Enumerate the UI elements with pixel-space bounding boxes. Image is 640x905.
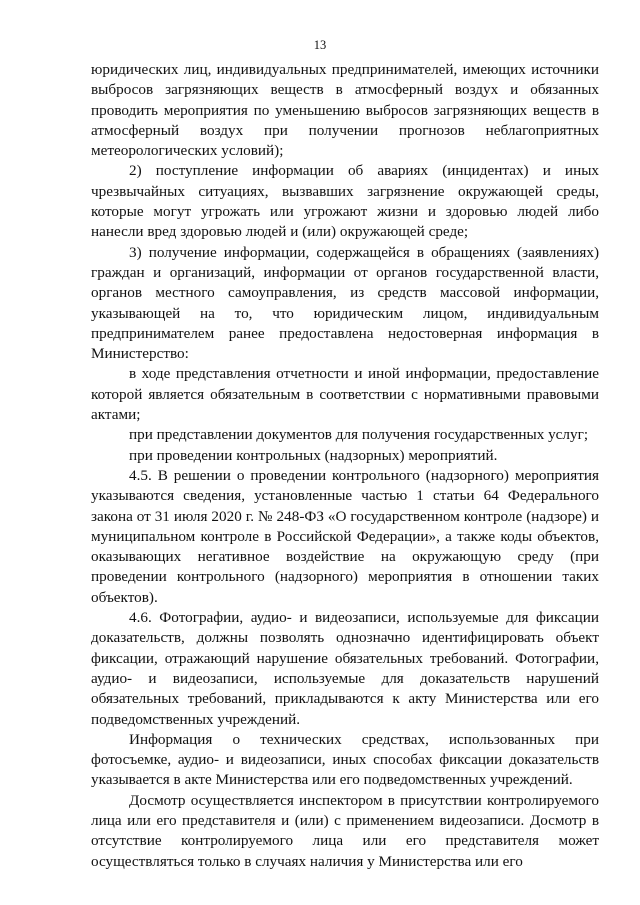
paragraph-reporting: в ходе представления отчетности и иной информации, предоставление которой является обязательным в соответствии с нормативными правовыми актами;: [91, 365, 599, 424]
paragraph-4-5: 4.5. В решении о проведении контрольного (надзорного) мероприятия указываются сведения, установленные частью 1 статьи 64 Федерального закона от 31 июля 2020 г. № 248-ФЗ «О государственном контроле (надзоре) и муниципальном контроле в Российской Федерации», а также коды объектов, оказывающих негативное воздействие на окружающую среду (при проведении контрольного (надзорного) мероприятия в отношении таких объектов).: [91, 466, 599, 606]
paragraph-control-measures: при проведении контрольных (надзорных) мероприятий.: [129, 446, 498, 464]
paragraph-4-6: 4.6. Фотографии, аудио- и видеозаписи, используемые для фиксации доказательств, должны позволять однозначно идентифицировать объект фиксации, отражающий нарушение обязательных требований. Фотографии, аудио- и видеозаписи, используемые для доказательств нарушений обязательных требований, прикладываются к акту Министерства или его подведомственных учреждений.: [91, 609, 599, 728]
paragraph-state-services: при представлении документов для получения государственных услуг;: [129, 426, 589, 444]
paragraph-technical-info: Информация о технических средствах, использованных при фотосъемке, аудио- и видеозаписи, иных способах фиксации доказательств указывается в акте Министерства или его подведомственных учреждений.: [91, 730, 599, 789]
document-body: [91, 60, 599, 872]
page-number: 13: [313, 38, 327, 52]
paragraph-inspection: Досмотр осуществляется инспектором в присутствии контролируемого лица или его представителя и (или) с применением видеозаписи. Досмотр в отсутствие контролируемого лица или его представителя может осуществляться только в случаях наличия у Министерства или его: [91, 791, 599, 870]
paragraph-item-3: 3) получение информации, содержащейся в обращениях (заявлениях) граждан и организаций, информации от органов государственной власти, органов местного самоуправления, из средств массовой информации, указывающей на то, что юридическим лицом, индивидуальным предпринимателем ранее предоставлена недостоверная информация в Министерство:: [91, 243, 599, 363]
paragraph-continuation: юридических лиц, индивидуальных предпринимателей, имеющих источники выбросов загрязняющих веществ в атмосферный воздух и обязанных проводить мероприятия по уменьшению выбросов загрязняющих веществ в атмосферный воздух при получении прогнозов неблагоприятных метеорологических условий);: [91, 61, 599, 160]
paragraph-item-2: 2) поступление информации об авариях (инцидентах) и иных чрезвычайных ситуациях, вызвавших загрязнение окружающей среды, которые могут угрожать или угрожают жизни и здоровью людей либо нанесли вред здоровью людей и (или) окружающей среде;: [91, 162, 599, 241]
